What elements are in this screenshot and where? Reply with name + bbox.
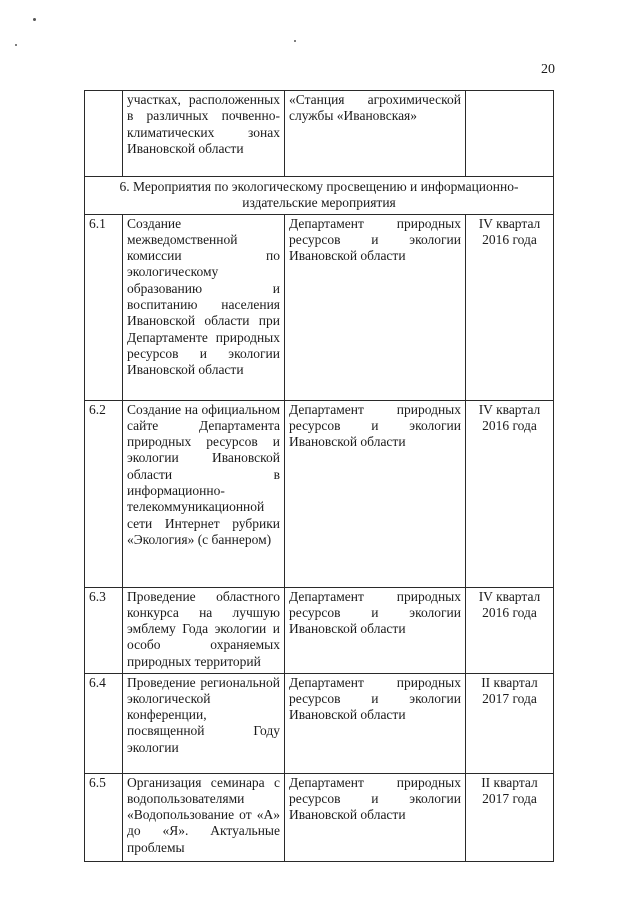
action-cell: Создание на официальном сайте Департамента природных ресурсов и экологии Ивановской области в информационно-телекоммуникационной сети Интернет рубрики «Экология» (с баннером) bbox=[123, 400, 285, 587]
num-cell: 6.2 bbox=[85, 400, 123, 587]
action-cell: Проведение областного конкурса на лучшую эмблему Года экологии и особо охраняемых природных территорий bbox=[123, 587, 285, 673]
table-row bbox=[85, 587, 554, 673]
table-row bbox=[85, 400, 554, 587]
period-cell: II квартал 2017 года bbox=[466, 673, 554, 773]
scan-speck bbox=[15, 44, 17, 46]
executor-cell: «Станция агрохимической службы «Ивановская» bbox=[285, 91, 466, 177]
executor-cell: Департамент природных ресурсов и экологии Ивановской области bbox=[285, 400, 466, 587]
section-title: 6. Мероприятия по экологическому просвещению и информационно-издательские мероприятия bbox=[85, 177, 554, 215]
table-row bbox=[85, 773, 554, 861]
period-cell: IV квартал 2016 года bbox=[466, 587, 554, 673]
section-row bbox=[85, 177, 554, 215]
action-cell: Организация семинара с водопользователями «Водопользование от «А» до «Я». Актуальные проблемы bbox=[123, 773, 285, 861]
table-row bbox=[85, 91, 554, 177]
period-cell bbox=[466, 91, 554, 177]
num-cell: 6.4 bbox=[85, 673, 123, 773]
action-cell: Проведение региональной экологической конференции, посвященной Году экологии bbox=[123, 673, 285, 773]
table-row bbox=[85, 673, 554, 773]
period-cell: IV квартал 2016 года bbox=[466, 214, 554, 400]
table-row bbox=[85, 214, 554, 400]
executor-cell: Департамент природных ресурсов и экологии Ивановской области bbox=[285, 673, 466, 773]
action-cell: Создание межведомственной комиссии по экологическому образованию и воспитанию населения Ивановской области при Департаменте природных ресурсов и экологии Ивановской области bbox=[123, 214, 285, 400]
page-number: 20 bbox=[541, 62, 555, 77]
period-cell: IV квартал 2016 года bbox=[466, 400, 554, 587]
measures-table bbox=[84, 90, 554, 862]
action-cell: участках, расположенных в различных почвенно-климатических зонах Ивановской области bbox=[123, 91, 285, 177]
executor-cell: Департамент природных ресурсов и экологии Ивановской области bbox=[285, 214, 466, 400]
scan-speck bbox=[33, 18, 36, 21]
num-cell bbox=[85, 91, 123, 177]
num-cell: 6.1 bbox=[85, 214, 123, 400]
period-cell: II квартал 2017 года bbox=[466, 773, 554, 861]
scan-speck bbox=[294, 40, 296, 42]
executor-cell: Департамент природных ресурсов и экологии Ивановской области bbox=[285, 587, 466, 673]
num-cell: 6.3 bbox=[85, 587, 123, 673]
num-cell: 6.5 bbox=[85, 773, 123, 861]
executor-cell: Департамент природных ресурсов и экологии Ивановской области bbox=[285, 773, 466, 861]
